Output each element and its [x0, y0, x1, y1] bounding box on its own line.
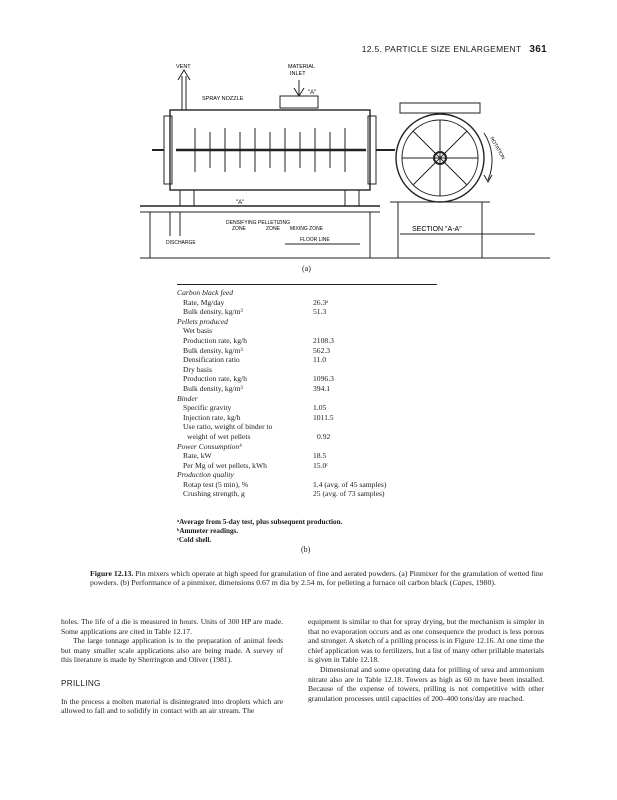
table-row-value — [307, 442, 437, 452]
label-a-top: "A" — [308, 90, 317, 96]
label-a-bottom: "A" — [236, 200, 245, 206]
body-column-right — [308, 617, 544, 703]
table-row-label: Power Consumptionᵇ — [177, 441, 242, 451]
table-row-label: Per Mg of wet pellets, kWh — [183, 460, 267, 470]
table-row — [177, 451, 437, 461]
note-b: ᵇAmmeter readings. — [177, 526, 239, 535]
table-top-rule — [177, 284, 437, 285]
label-mixing-zone: MIXING ZONE — [290, 226, 324, 232]
running-header — [362, 44, 547, 55]
table-row-label: Rotap test (5 min), % — [183, 479, 249, 489]
table-row-value — [307, 470, 437, 480]
label-spray-nozzle: SPRAY NOZZLE — [202, 96, 244, 102]
table-row-label: Bulk density, kg/m³ — [183, 345, 243, 355]
table-row — [177, 480, 437, 490]
pin-mixer-drawing — [140, 58, 550, 268]
table-row — [177, 317, 437, 327]
paragraph: holes. The life of a die is measured in hours. Units of 300 HP are made. Some applications are cited in Table 12.17. — [61, 617, 283, 636]
table-row-label: Specific gravity — [183, 403, 232, 413]
label-material-inlet-2: INLET — [290, 71, 306, 77]
table-row — [177, 374, 437, 384]
label-material-inlet-1: MATERIAL — [288, 64, 316, 70]
label-pelletizing-2: ZONE — [266, 226, 280, 232]
table-row-label: weight of wet pellets — [187, 431, 251, 441]
figure-caption-cite: Capes — [452, 578, 472, 588]
note-c: ᶜCold shell. — [177, 535, 212, 544]
table-row-label: Carbon black feed — [177, 288, 234, 297]
body-column-left — [61, 617, 283, 716]
table-row-value: 1.05 — [313, 403, 327, 413]
label-vent: VENT — [176, 64, 191, 70]
table-row — [177, 432, 437, 442]
table-row-value: 394.1 — [313, 383, 331, 393]
table-row-value: 1011.5 — [313, 412, 334, 422]
figure-caption — [90, 569, 545, 588]
table-row-label: Production rate, kg/h — [183, 374, 247, 384]
table-row-value — [313, 326, 437, 336]
table-row-label: Binder — [177, 393, 198, 403]
table-row-value: 11.0 — [313, 355, 327, 365]
table-row-label: Use ratio, weight of binder to — [183, 422, 273, 432]
table-row — [177, 326, 437, 336]
table-row-value: 1096.3 — [313, 374, 334, 384]
table-row-value — [313, 365, 437, 375]
table-row — [177, 298, 437, 308]
label-densifying-2: ZONE — [232, 226, 246, 232]
table-row-label: Rate, kW — [183, 451, 212, 461]
vent-pipe — [178, 70, 190, 110]
note-a: ᵃAverage from 5-day test, plus subsequent production. — [177, 518, 343, 526]
table-row — [177, 355, 437, 365]
table-row — [177, 461, 437, 471]
table-row-label: Bulk density, kg/m³ — [183, 307, 243, 317]
label-densifying-1: DENSIFYING — [226, 220, 257, 226]
table-row-label: Pellets produced — [177, 316, 228, 326]
table-row-value: 25 (avg. of 73 samples) — [313, 489, 385, 499]
table-row-label: Dry basis — [183, 364, 212, 374]
section-heading-prilling: PRILLING — [61, 678, 101, 688]
figure-caption-tail: , 1980). — [471, 578, 496, 588]
page-number: 361 — [529, 44, 547, 55]
table-row-value: 18.5 — [313, 451, 327, 461]
table-row — [177, 422, 437, 432]
table-row — [177, 307, 437, 317]
table-row — [177, 384, 437, 394]
table-row-value: 51.3 — [313, 307, 327, 317]
figure-b-caption: (b) — [301, 545, 311, 554]
section-title: 12.5. PARTICLE SIZE ENLARGEMENT — [361, 44, 522, 54]
table-notes — [177, 518, 342, 544]
section-a-a-view — [390, 103, 535, 258]
table-row-label: Bulk density, kg/m³ — [183, 383, 243, 393]
table-row-value — [313, 422, 437, 432]
label-discharge: DISCHARGE — [166, 240, 196, 246]
performance-table — [177, 284, 437, 499]
label-pelletizing-1: PELLETIZING — [258, 220, 290, 226]
table-row — [177, 403, 437, 413]
label-rotation: ROTATION — [488, 136, 507, 161]
paragraph: equipment is similar to that for spray drying, but the mechanism is simpler in that no evaporation occurs and as one consequence the product is less porous and stronger. A sketch of a prilling process is in Figure 12.16. At one time the chief application was to fertilizers, but a list of many other prillable materials is given in Table 12.18. — [308, 617, 544, 665]
table-row-label: Crushing strength, g — [183, 489, 245, 499]
figure-label: Figure 12.13. — [90, 569, 134, 578]
table-row-label: Production quality — [177, 470, 234, 480]
table-row-label: Densification ratio — [183, 355, 240, 365]
table-row-label: Injection rate, kg/h — [183, 412, 241, 422]
base-frame — [140, 190, 550, 258]
table-row — [177, 442, 437, 452]
table-row-label: Wet basis — [183, 326, 213, 336]
table-row-label: Rate, Mg/day — [183, 297, 225, 307]
table-row — [177, 336, 437, 346]
table-row-value: 1.4 (avg. of 45 samples) — [313, 479, 387, 489]
table-row — [177, 365, 437, 375]
table-row — [177, 470, 437, 480]
table-row — [177, 288, 437, 298]
table-row-value: 15.0ᶜ — [313, 460, 329, 470]
table-row-label: Production rate, kg/h — [183, 335, 247, 345]
table-row-value — [307, 288, 437, 298]
paragraph: In the process a molten material is disintegrated into droplets which are allowed to fall and to solidify in contact with an air stream. The — [61, 696, 283, 716]
label-section-a-a: SECTION "A-A" — [412, 226, 462, 233]
table-row — [177, 413, 437, 423]
table-row-value: 0.92 — [317, 431, 331, 441]
table-row — [177, 346, 437, 356]
table-row-value: 26.3ᵃ — [313, 297, 329, 307]
label-floor-line: FLOOR LINE — [300, 237, 330, 243]
table-row — [177, 394, 437, 404]
table-row-value — [307, 317, 437, 327]
table-row-value: 562.3 — [313, 345, 331, 355]
figure-caption-text: Pin mixers which operate at high speed for granulation of fine and aerated powders. (a) Pinmixer for the granulation of wetted fine powders. (b) Performance of a pinmixer, dimensions 0.67 m dia by 2.54 m, for pelleting a furnace oil carbon black ( — [90, 569, 544, 588]
figure-a-caption: (a) — [302, 264, 311, 273]
table-row — [177, 489, 437, 499]
paragraph: Dimensional and some operating data for prilling of urea and ammonium nitrate also are in Table 12.18. Towers as high as 60 m have been installed. Because of the expense of towers, prilling is not competitive with other granulation processes until capacities of 200–400 tons/day are reached. — [308, 664, 544, 703]
table-row-value — [307, 394, 437, 404]
discharge-chute — [170, 212, 180, 236]
paragraph: The large tonnage application is to the preparation of animal feeds but many smaller scale applications also are being made. A survey of this literature is made by Sherrington and Oliver (1981). — [61, 636, 283, 665]
table-row-value: 2108.3 — [313, 335, 334, 345]
